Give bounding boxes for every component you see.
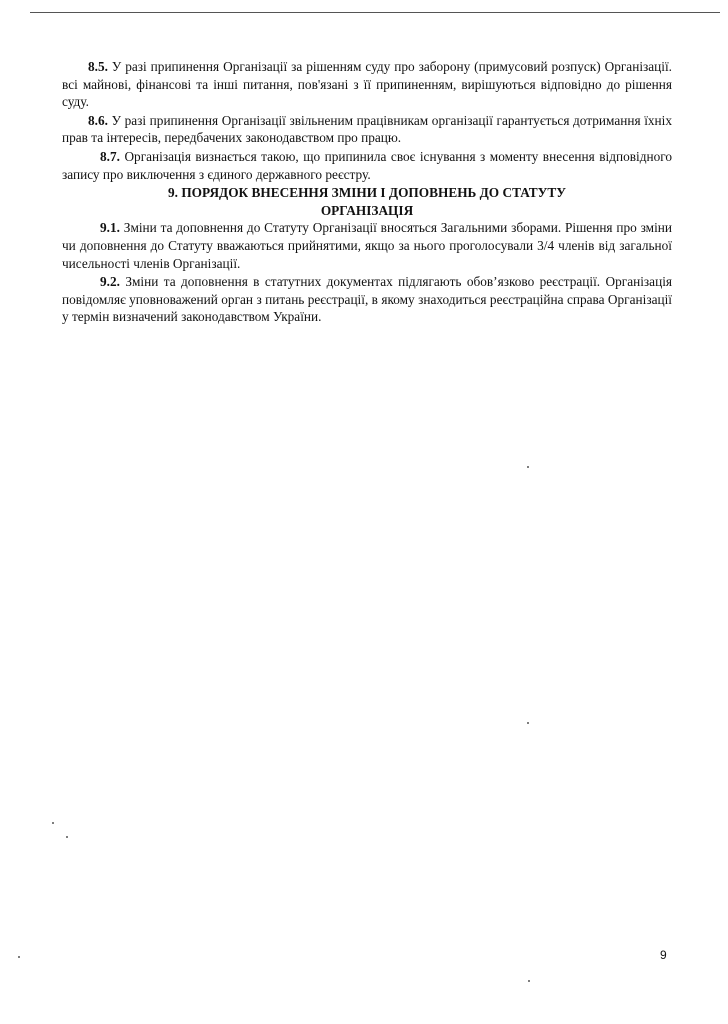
clause-text: Зміни та доповнення до Статуту Організації вносяться Загальними зборами. Рішення про зміни чи доповнення до Статуту вважаються прийнятими, якщо за нього проголосували 3/4 членів від загальної чисельності членів Організації. — [62, 220, 673, 271]
paragraph-8-6 — [62, 112, 672, 147]
clause-number: 8.6. — [88, 112, 108, 128]
scan-speck — [527, 466, 529, 468]
scan-speck — [528, 980, 530, 982]
scan-speck — [52, 822, 54, 824]
scan-speck — [18, 956, 20, 958]
paragraph-9-1 — [62, 219, 672, 272]
paragraph-9-2 — [62, 273, 672, 326]
scan-speck — [527, 722, 529, 724]
clause-number: 9.2. — [100, 274, 120, 290]
clause-number: 9.1. — [100, 220, 120, 236]
document-body — [62, 58, 672, 327]
top-border-line — [30, 12, 720, 13]
paragraph-8-7 — [62, 148, 672, 183]
paragraph-8-5 — [62, 58, 672, 111]
scan-speck — [66, 836, 68, 838]
clause-number: 8.7. — [100, 148, 120, 164]
clause-text: Організація визнається такою, що припинила своє існування з моменту внесення відповідного запису про виключення з єдиного державного реєстру. — [62, 148, 672, 182]
section-heading-line2: ОРГАНІЗАЦІЯ — [320, 202, 414, 218]
page-number: 9 — [660, 948, 667, 962]
section-heading-line1: 9. ПОРЯДОК ВНЕСЕННЯ ЗМІНИ І ДОПОВНЕНЬ ДО СТАТУТУ — [168, 185, 566, 201]
clause-text: У разі припинення Організації звільненим працівникам організації гарантується дотримання їхніх прав та інтересів, передбачених законодавством про працю. — [62, 112, 672, 146]
clause-text: Зміни та доповнення в статутних документах підлягають обов’язково реєстрації. Організація повідомляє уповноважений орган з питань реєстрації, в якому знаходиться реєстраційна справа Організації у термін визначений законодавством України. — [62, 274, 672, 325]
clause-number: 8.5. — [88, 59, 108, 74]
clause-text: У разі припинення Організації за рішенням суду про заборону (примусовий розпуск) Організації. всі майнові, фінансові та інші питання, пов'язані з її припиненням, вирішуються відповідно до рішення суду. — [62, 59, 672, 110]
